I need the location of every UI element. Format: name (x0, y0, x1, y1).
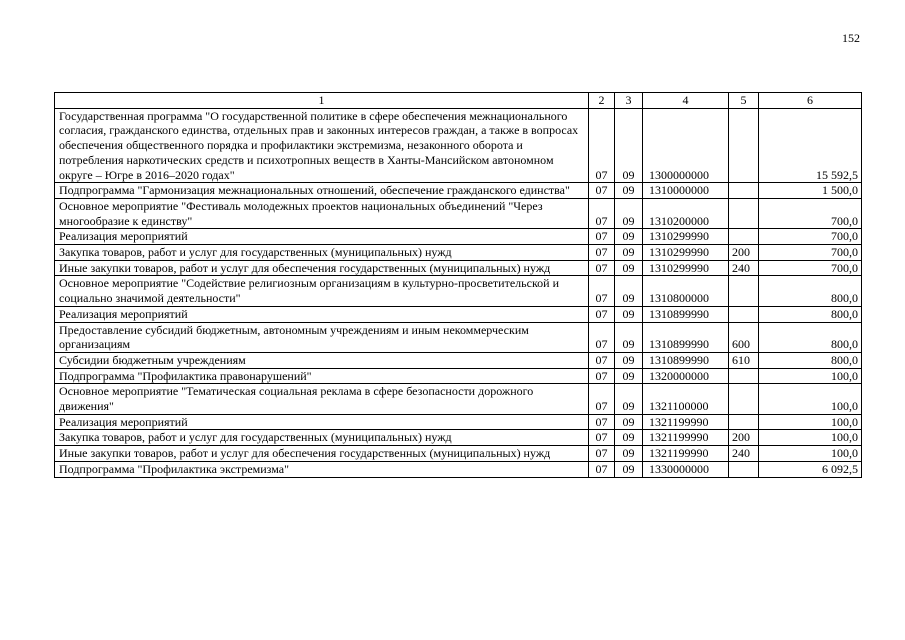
table-row (55, 446, 862, 462)
row-name-cell: Субсидии бюджетным учреждениям (55, 352, 589, 368)
row-amount-cell: 100,0 (759, 446, 862, 462)
row-target-article-cell: 1310899990 (643, 306, 729, 322)
table-row (55, 430, 862, 446)
row-amount-cell: 100,0 (759, 384, 862, 414)
row-name-cell: Основное мероприятие "Тематическая социальная реклама в сфере безопасности дорожного движения" (55, 384, 589, 414)
row-subsection-cell: 09 (615, 229, 643, 245)
row-section-cell: 07 (589, 245, 615, 261)
table-row (55, 368, 862, 384)
table-row (55, 245, 862, 261)
row-subsection-cell: 09 (615, 306, 643, 322)
row-subsection-cell: 09 (615, 430, 643, 446)
row-name-cell: Подпрограмма "Гармонизация межнациональных отношений, обеспечение гражданского единства" (55, 183, 589, 199)
table-row (55, 461, 862, 477)
row-section-cell: 07 (589, 108, 615, 183)
row-amount-cell: 700,0 (759, 245, 862, 261)
row-name-cell: Закупка товаров, работ и услуг для государственных (муниципальных) нужд (55, 245, 589, 261)
row-name-cell: Иные закупки товаров, работ и услуг для обеспечения государственных (муниципальных) нужд (55, 260, 589, 276)
row-subsection-cell: 09 (615, 183, 643, 199)
table-row (55, 352, 862, 368)
column-header: 5 (729, 93, 759, 109)
row-section-cell: 07 (589, 229, 615, 245)
row-name-cell: Государственная программа "О государственной политике в сфере обеспечения межнационального согласия, гражданского единства, отдельных прав и законных интересов граждан, а также в вопросах обеспечения общественного порядка и профилактики экстремизма, незаконного оборота и потребления наркотических средств и психотропных веществ в Ханты-Мансийском автономном округе – Югре в 2016–2020 годах" (55, 108, 589, 183)
row-name-cell: Закупка товаров, работ и услуг для государственных (муниципальных) нужд (55, 430, 589, 446)
row-name-cell: Реализация мероприятий (55, 229, 589, 245)
table-row (55, 384, 862, 414)
row-section-cell: 07 (589, 198, 615, 228)
row-amount-cell: 800,0 (759, 322, 862, 352)
row-target-article-cell: 1321100000 (643, 384, 729, 414)
row-amount-cell: 700,0 (759, 260, 862, 276)
row-target-article-cell: 1310000000 (643, 183, 729, 199)
column-header: 1 (55, 93, 589, 109)
row-name-cell: Иные закупки товаров, работ и услуг для обеспечения государственных (муниципальных) нужд (55, 446, 589, 462)
row-target-article-cell: 1310899990 (643, 322, 729, 352)
row-name-cell: Реализация мероприятий (55, 414, 589, 430)
table-row (55, 198, 862, 228)
row-amount-cell: 800,0 (759, 352, 862, 368)
column-header: 4 (643, 93, 729, 109)
row-expense-type-cell (729, 368, 759, 384)
row-expense-type-cell (729, 229, 759, 245)
row-expense-type-cell (729, 461, 759, 477)
row-target-article-cell: 1300000000 (643, 108, 729, 183)
row-section-cell: 07 (589, 260, 615, 276)
row-target-article-cell: 1310299990 (643, 245, 729, 261)
table-row (55, 306, 862, 322)
row-target-article-cell: 1321199990 (643, 430, 729, 446)
row-section-cell: 07 (589, 276, 615, 306)
row-target-article-cell: 1310200000 (643, 198, 729, 228)
row-amount-cell: 100,0 (759, 414, 862, 430)
table-row (55, 183, 862, 199)
row-name-cell: Реализация мероприятий (55, 306, 589, 322)
row-amount-cell: 15 592,5 (759, 108, 862, 183)
row-amount-cell: 100,0 (759, 368, 862, 384)
row-subsection-cell: 09 (615, 461, 643, 477)
row-section-cell: 07 (589, 461, 615, 477)
row-target-article-cell: 1310299990 (643, 229, 729, 245)
table-row (55, 229, 862, 245)
row-amount-cell: 800,0 (759, 276, 862, 306)
row-expense-type-cell (729, 276, 759, 306)
row-target-article-cell: 1310899990 (643, 352, 729, 368)
row-section-cell: 07 (589, 384, 615, 414)
row-subsection-cell: 09 (615, 368, 643, 384)
row-expense-type-cell (729, 198, 759, 228)
row-amount-cell: 100,0 (759, 430, 862, 446)
row-subsection-cell: 09 (615, 414, 643, 430)
column-header: 3 (615, 93, 643, 109)
row-section-cell: 07 (589, 430, 615, 446)
row-expense-type-cell: 240 (729, 446, 759, 462)
row-expense-type-cell (729, 183, 759, 199)
row-name-cell: Предоставление субсидий бюджетным, автономным учреждениям и иным некоммерческим организациям (55, 322, 589, 352)
table-row (55, 322, 862, 352)
row-section-cell: 07 (589, 183, 615, 199)
row-name-cell: Основное мероприятие "Фестиваль молодежных проектов национальных объединений "Через многообразие к единству" (55, 198, 589, 228)
row-amount-cell: 800,0 (759, 306, 862, 322)
table-row (55, 108, 862, 183)
row-target-article-cell: 1321199990 (643, 446, 729, 462)
row-target-article-cell: 1320000000 (643, 368, 729, 384)
row-target-article-cell: 1330000000 (643, 461, 729, 477)
row-section-cell: 07 (589, 322, 615, 352)
row-expense-type-cell (729, 108, 759, 183)
row-name-cell: Подпрограмма "Профилактика экстремизма" (55, 461, 589, 477)
row-target-article-cell: 1310800000 (643, 276, 729, 306)
row-expense-type-cell: 600 (729, 322, 759, 352)
row-expense-type-cell: 200 (729, 430, 759, 446)
page-number: 152 (842, 31, 860, 45)
column-header: 2 (589, 93, 615, 109)
row-section-cell: 07 (589, 446, 615, 462)
table-row (55, 276, 862, 306)
row-subsection-cell: 09 (615, 384, 643, 414)
row-target-article-cell: 1321199990 (643, 414, 729, 430)
row-expense-type-cell (729, 384, 759, 414)
budget-table (54, 92, 862, 478)
row-expense-type-cell: 240 (729, 260, 759, 276)
row-amount-cell: 700,0 (759, 198, 862, 228)
row-amount-cell: 1 500,0 (759, 183, 862, 199)
row-section-cell: 07 (589, 368, 615, 384)
row-target-article-cell: 1310299990 (643, 260, 729, 276)
row-subsection-cell: 09 (615, 446, 643, 462)
row-subsection-cell: 09 (615, 322, 643, 352)
row-section-cell: 07 (589, 306, 615, 322)
row-subsection-cell: 09 (615, 198, 643, 228)
header-row (55, 93, 862, 109)
row-amount-cell: 700,0 (759, 229, 862, 245)
row-expense-type-cell (729, 414, 759, 430)
column-header: 6 (759, 93, 862, 109)
row-subsection-cell: 09 (615, 245, 643, 261)
row-expense-type-cell (729, 306, 759, 322)
row-subsection-cell: 09 (615, 108, 643, 183)
row-subsection-cell: 09 (615, 260, 643, 276)
table-row (55, 414, 862, 430)
row-subsection-cell: 09 (615, 352, 643, 368)
row-section-cell: 07 (589, 414, 615, 430)
table-row (55, 260, 862, 276)
row-section-cell: 07 (589, 352, 615, 368)
row-name-cell: Основное мероприятие "Содействие религиозным организациям в культурно-просветительской и социально значимой деятельности" (55, 276, 589, 306)
row-expense-type-cell: 200 (729, 245, 759, 261)
row-subsection-cell: 09 (615, 276, 643, 306)
row-name-cell: Подпрограмма "Профилактика правонарушений" (55, 368, 589, 384)
row-amount-cell: 6 092,5 (759, 461, 862, 477)
row-expense-type-cell: 610 (729, 352, 759, 368)
